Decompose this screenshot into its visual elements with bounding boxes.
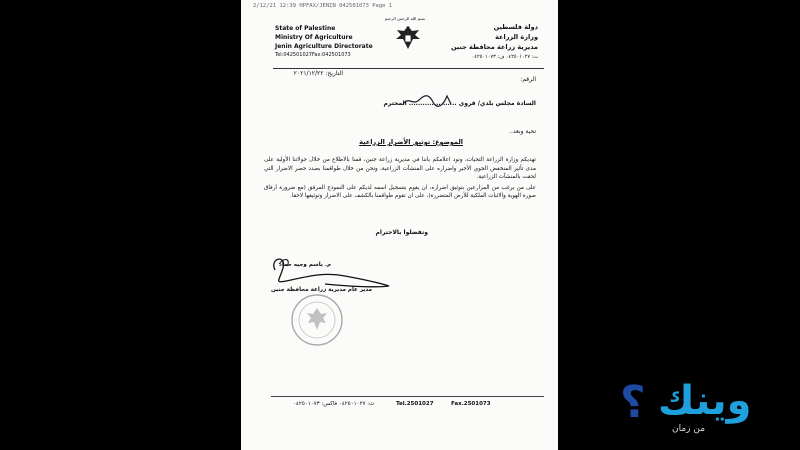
footer-fax: Fax.2501073 xyxy=(451,401,491,407)
body-paragraph: على من يرغب من المزارعين بتوثيق اضراره، ان يقوم بتسجيل اسمه لديكم على النموذج المرفق (مع ضرورة ارفاق صورة الهوية والاثبات الملكية للأرض المتضررة)، على ان تقوم طواقمنا بالكشف على الاضرار وتوثيقها لاحقا. xyxy=(264,184,536,200)
letterhead-en-line: Jenin Agriculture Directorate xyxy=(275,43,373,50)
scanned-letter xyxy=(241,0,558,450)
footer-arabic-contact: ت: ٠٤٢٥٠١٠٢٧ فاكس: ٠٤٢٥٠١٠٧٣ xyxy=(293,401,375,407)
emblem-motto: بسم الله الرحمن الرحيم xyxy=(384,16,425,21)
letterhead-english xyxy=(275,24,373,60)
greeting: تحية وبعد.. xyxy=(509,128,536,135)
signatory-title: مدير عام مديرية زراعة محافظة جنين xyxy=(271,287,373,293)
logo-wordmark: وينك xyxy=(658,378,752,424)
letter-subject: الموضوع: توثيق الأضرار الزراعية xyxy=(359,138,463,146)
letterhead-ar-line: دولة فلسطين xyxy=(493,23,538,31)
letterhead-en-contact: Tel:042501027Fax:042501073 xyxy=(275,52,351,58)
question-mark-icon: ؟ xyxy=(620,377,646,428)
wenak-watermark-logo xyxy=(620,378,798,448)
logo-tagline: من زمان xyxy=(672,424,706,434)
recipient-address: السادة مجلس بلدي/ قروي ..................... المحترم xyxy=(383,100,536,107)
body-paragraph: تهديكم وزارة الزراعة التحيات، ونود اعلامكم باننا في مديرية زراعة جنين، قمنا بالاطلاع من خلال جولاتنا الأولية على مدى تأثير المنخفض الجوي الأخير واضراره على المنشآت الزراعية، ونحن من خلال طواقمنا بصدد حصر الاضرار التي لحقت بالمنشآت الزراعية. xyxy=(264,157,536,181)
closing-remark: وتفضلوا بالاحترام xyxy=(375,229,428,236)
header-divider xyxy=(273,68,544,69)
palestine-emblem xyxy=(384,16,425,56)
letterhead-arabic xyxy=(448,22,538,62)
fax-header: 2/12/21 12:39 HPFAX/JENIN 042501073 Page 1 xyxy=(253,3,393,9)
reference-number: الرقم: xyxy=(520,76,536,83)
letterhead-ar-contact: ت: ٠٤٢٥٠١٠٢٧ ف: ٠٤٢٥٠١٠٧٣ xyxy=(471,54,538,60)
eagle-emblem-icon xyxy=(393,22,423,52)
footer-divider xyxy=(271,396,544,397)
signatory-name: م. باسم وجيه حماد xyxy=(279,262,332,268)
letterhead-ar-line: مديرية زراعة محافظة جنين xyxy=(450,43,538,51)
official-stamp-icon xyxy=(289,292,345,348)
handwritten-village-name xyxy=(401,92,456,108)
letterhead-ar-line: وزارة الزراعة xyxy=(495,33,538,41)
letterhead-en-line: Ministry Of Agriculture xyxy=(275,34,353,41)
footer-tel: Tel.2501027 xyxy=(396,401,434,407)
letterhead-en-line: State of Palestine xyxy=(275,25,336,32)
letter-date: التاريخ: ٢٠٢١/١٢/٢٢ xyxy=(293,70,343,77)
letter-body xyxy=(264,156,536,203)
